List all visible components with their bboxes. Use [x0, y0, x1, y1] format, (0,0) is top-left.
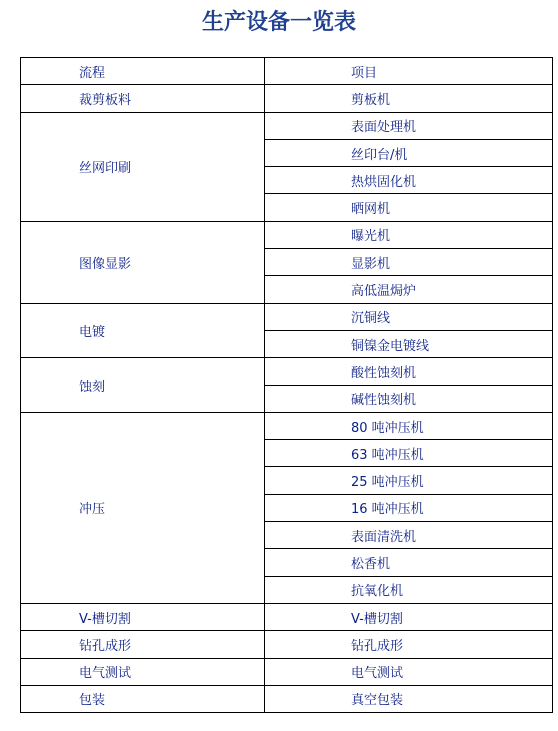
equipment-table	[20, 57, 553, 713]
item-cell: 63 吨冲压机	[265, 440, 553, 467]
item-cell: 16 吨冲压机	[265, 494, 553, 521]
process-cell: 裁剪板料	[21, 85, 265, 112]
item-cell: 酸性蚀刻机	[265, 358, 553, 385]
table-row	[21, 85, 553, 112]
item-cell: 电气测试	[265, 658, 553, 685]
process-cell: V-槽切割	[21, 603, 265, 630]
process-cell: 钻孔成形	[21, 631, 265, 658]
item-cell: 丝印台/机	[265, 139, 553, 166]
table-row	[21, 631, 553, 658]
process-cell: 图像显影	[21, 221, 265, 303]
process-cell: 冲压	[21, 412, 265, 603]
equipment-table-body	[21, 58, 553, 713]
table-row	[21, 221, 553, 248]
item-cell: V-槽切割	[265, 603, 553, 630]
process-cell: 电镀	[21, 303, 265, 358]
item-cell: 抗氧化机	[265, 576, 553, 603]
table-row	[21, 358, 553, 385]
process-cell: 蚀刻	[21, 358, 265, 413]
item-cell: 25 吨冲压机	[265, 467, 553, 494]
item-cell: 真空包装	[265, 685, 553, 712]
table-row	[21, 303, 553, 330]
item-cell: 热烘固化机	[265, 167, 553, 194]
table-row	[21, 412, 553, 439]
item-cell: 剪板机	[265, 85, 553, 112]
table-row	[21, 685, 553, 712]
item-cell: 沉铜线	[265, 303, 553, 330]
item-cell: 显影机	[265, 249, 553, 276]
item-cell: 80 吨冲压机	[265, 412, 553, 439]
table-row	[21, 112, 553, 139]
item-cell: 曝光机	[265, 221, 553, 248]
item-cell: 钻孔成形	[265, 631, 553, 658]
header-item: 项目	[265, 58, 553, 85]
process-cell: 包装	[21, 685, 265, 712]
item-cell: 铜镍金电镀线	[265, 330, 553, 357]
table-row	[21, 603, 553, 630]
table-row	[21, 658, 553, 685]
item-cell: 松香机	[265, 549, 553, 576]
item-cell: 碱性蚀刻机	[265, 385, 553, 412]
header-process: 流程	[21, 58, 265, 85]
item-cell: 晒网机	[265, 194, 553, 221]
page-title: 生产设备一览表	[201, 10, 356, 35]
item-cell: 表面处理机	[265, 112, 553, 139]
item-cell: 高低温焗炉	[265, 276, 553, 303]
process-cell: 电气测试	[21, 658, 265, 685]
table-header-row	[21, 58, 553, 85]
process-cell: 丝网印刷	[21, 112, 265, 221]
item-cell: 表面清洗机	[265, 522, 553, 549]
